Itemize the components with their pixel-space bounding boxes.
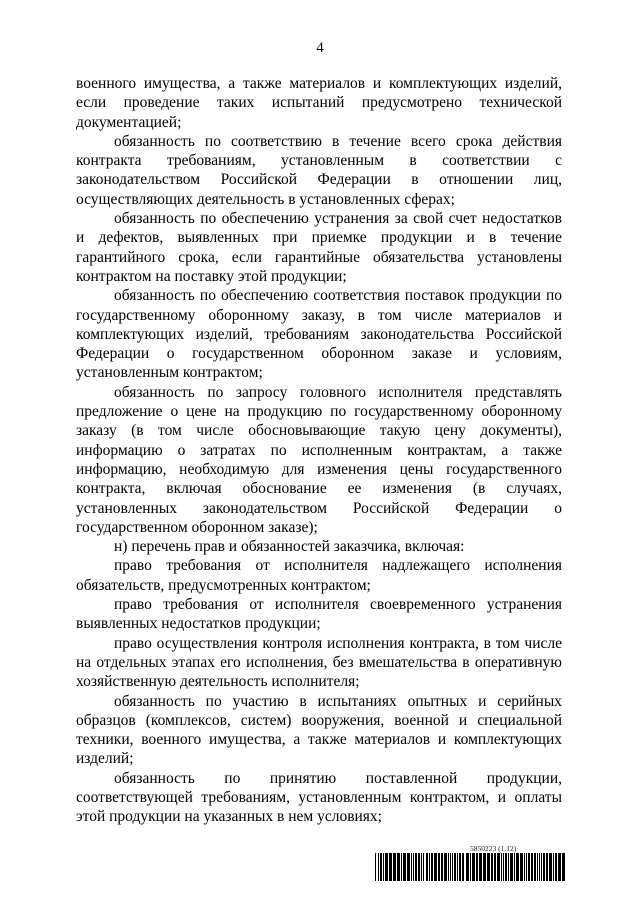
paragraph: обязанность по принятию поставленной продукции, соответствующей требованиям, установленным контрактом, и оплаты этой продукции на указанных в нем условиях; <box>76 769 562 826</box>
paragraph: обязанность по участию в испытаниях опытных и серийных образцов (комплексов, систем) вооружения, военной и специальной техники, военного имущества, а также материалов и комплектующих изделий; <box>76 692 562 768</box>
paragraph: обязанность по обеспечению соответствия поставок продукции по государственному оборонному заказу, в том числе материалов и комплектующих изделий, требованиям законодательства Российской Федерации о государственном оборонном заказе и условиям, установленным контрактом; <box>76 287 562 382</box>
paragraph: право требования от исполнителя своевременного устранения выявленных недостатков продукции; <box>76 596 562 633</box>
document-code: 5850223 (1.12) <box>470 844 517 853</box>
body-text <box>76 74 562 827</box>
paragraph: право осуществления контроля исполнения контракта, в том числе на отдельных этапах его исполнения, без вмешательства в оперативную хозяйственную деятельность исполнителя; <box>76 634 562 691</box>
paragraph: право требования от исполнителя надлежащего исполнения обязательств, предусмотренных контрактом; <box>76 557 562 594</box>
paragraph: обязанность по запросу головного исполнителя представлять предложение о цене на продукцию по государственному оборонному заказу (в том числе обосновывающие такую цену документы), информацию о затратах по исполненным контрактам, а также информацию, необходимую для изменения цены государственного контракта, включая обоснование ее изменения (в случаях, установленных законодательством Российской Федерации о государственном оборонном заказе); <box>76 383 562 536</box>
paragraph: н) перечень прав и обязанностей заказчика, включая: <box>114 538 465 556</box>
barcode-icon <box>375 853 565 881</box>
paragraph: обязанность по обеспечению устранения за свой счет недостатков и дефектов, выявленных при приемке продукции и в течение гарантийного срока, если гарантийные обязательства установлены контрактом на поставку этой продукции; <box>76 210 562 285</box>
paragraph: обязанность по соответствию в течение всего срока действия контракта требованиям, установленным в соответствии с законодательством Российской Федерации в отношении лиц, осуществляющих деятельность в установленных сферах; <box>76 132 562 208</box>
page-number: 4 <box>316 40 324 56</box>
paragraph: военного имущества, а также материалов и комплектующих изделий, если проведение таких испытаний предусмотрено технической документацией; <box>76 75 562 131</box>
